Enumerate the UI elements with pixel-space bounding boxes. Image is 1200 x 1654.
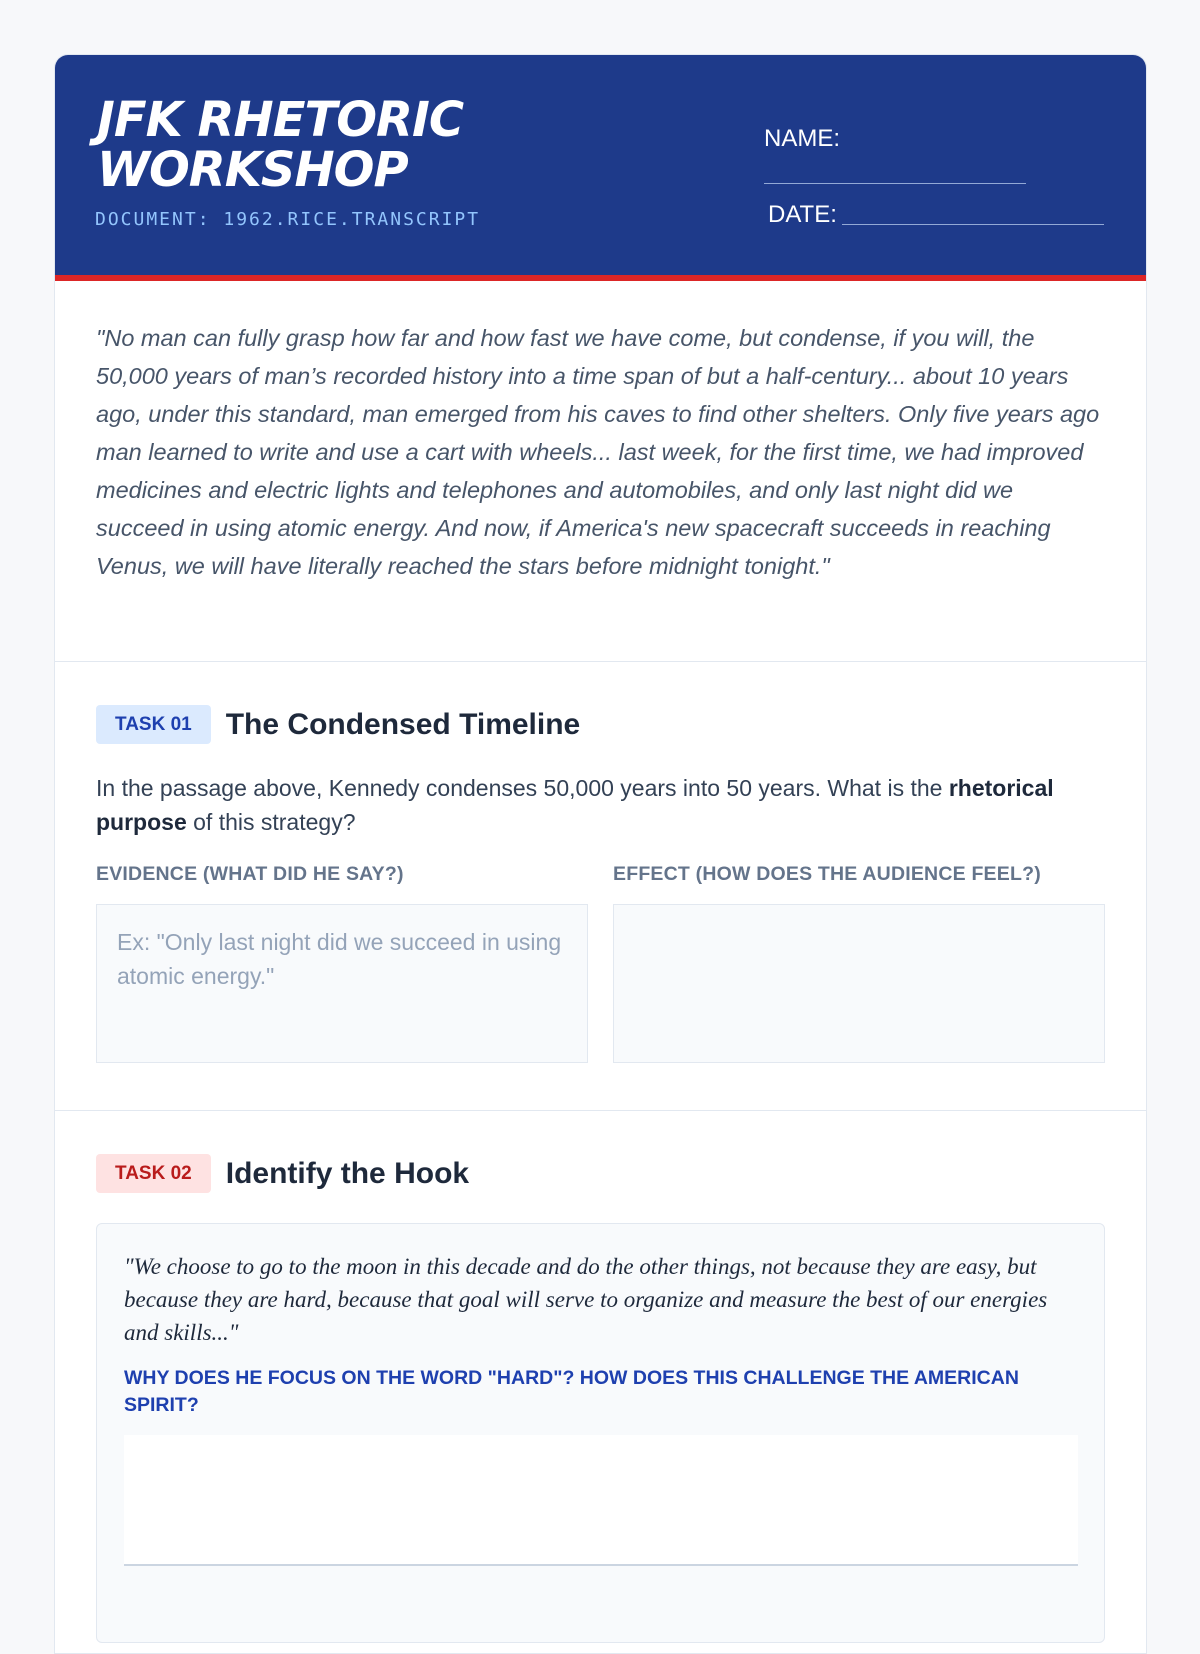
passage-quote: "No man can fully grasp how far and how fast we have come, but condense, if you will, the 50,000 years of man’s recorded history into a time span of but a half-century... about 10 years ago, under this standard, man emerged from his caves to find other shelters. Only five years ago man learned to write and use a cart with wheels... last week, for the first time, we had improved medicines and electric lights and telephones and automobiles, and only last night did we succeed in using atomic energy. And now, if America's new spacecraft succeeds in reaching Venus, we will have literally reached the stars before midnight tonight." <box>55 281 1146 662</box>
evidence-label: EVIDENCE (WHAT DID HE SAY?) <box>96 863 404 885</box>
worksheet <box>54 54 1147 1654</box>
worksheet-header <box>55 55 1146 281</box>
task-01-section <box>55 662 1146 1111</box>
hook-question: WHY DOES HE FOCUS ON THE WORD "HARD"? HOW DOES THIS CHALLENGE THE AMERICAN SPIRIT? <box>124 1367 1019 1416</box>
hook-card <box>96 1223 1105 1643</box>
date-field[interactable] <box>842 224 1104 225</box>
task-02-title: Identify the Hook <box>225 1156 470 1190</box>
evidence-input[interactable]: Ex: "Only last night did we succeed in using atomic energy." <box>96 904 588 1063</box>
effect-label: EFFECT (HOW DOES THE AUDIENCE FEEL?) <box>613 863 1041 885</box>
page-title <box>97 92 697 198</box>
prompt-emphasis: rhetorical purpose <box>96 775 1054 835</box>
hook-quote: "We choose to go to the moon in this decade and do the other things, not because they are easy, but because they are hard, because that goal will serve to organize and measure the best of our energies and skills..." <box>124 1254 1048 1345</box>
hook-answer-input[interactable] <box>124 1435 1078 1566</box>
effect-input[interactable] <box>613 904 1105 1063</box>
date-label: DATE: <box>768 201 837 228</box>
task-01-badge: TASK 01 <box>96 705 211 744</box>
name-field[interactable] <box>764 183 1026 184</box>
task-02-section <box>55 1111 1146 1643</box>
title-line-2: WORKSHOP <box>97 142 408 198</box>
prompt-text-start: In the passage above, Kennedy condenses 50,000 years into 50 years. What is the <box>96 775 949 801</box>
name-label: NAME: <box>764 125 841 152</box>
task-02-badge: TASK 02 <box>96 1154 211 1193</box>
document-id: DOCUMENT: 1962.RICE.TRANSCRIPT <box>95 209 481 230</box>
title-line-1: JFK RHETORIC <box>97 92 464 148</box>
task-01-prompt <box>96 771 1056 839</box>
task-01-title: The Condensed Timeline <box>225 707 581 741</box>
prompt-text-end: of this strategy? <box>186 809 356 835</box>
